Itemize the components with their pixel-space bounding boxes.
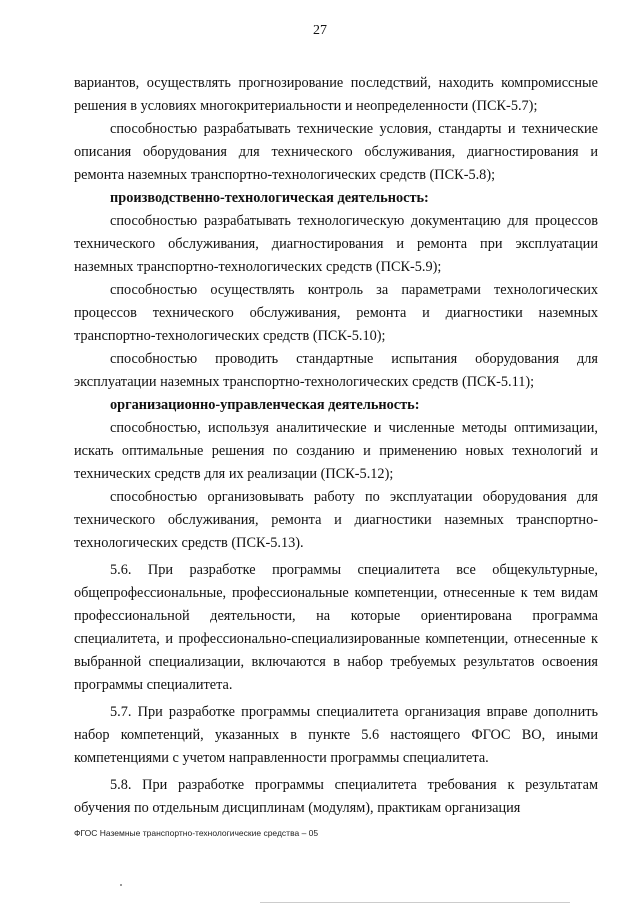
paragraph-continuation: вариантов, осуществлять прогнозирование последствий, находить компромиссные решения в условиях многокритериальности и неопределенности (ПСК-5.7);: [74, 75, 598, 114]
heading-organizational-managerial: организационно-управленческая деятельность:: [110, 397, 420, 413]
paragraph-psk-5-12: способностью, используя аналитические и численные методы оптимизации, искать оптимальные решения по созданию и применению новых технологий и технических средств для их реализации (ПСК-5.12);: [74, 420, 598, 482]
paragraph-psk-5-9: способностью разрабатывать технологическую документацию для процессов технического обслуживания, диагностирования и ремонта при эксплуатации наземных транспортно-технологических средств (ПСК-5.9);: [74, 213, 598, 275]
page-footer: ФГОС Наземные транспортно-технологические средства – 05: [74, 828, 319, 838]
paragraph-5-7: 5.7. При разработке программы специалитета организация вправе дополнить набор компетенций, указанных в пункте 5.6 настоящего ФГОС ВО, иными компетенциями с учетом направленности программы специалитета.: [74, 704, 598, 766]
paragraph-psk-5-8: способностью разрабатывать технические условия, стандарты и технические описания оборудования для технического обслуживания, диагностирования и ремонта наземных транспортно-технологических средств (ПСК-5.8);: [74, 121, 598, 183]
paragraph-5-8: 5.8. При разработке программы специалитета требования к результатам обучения по отдельным дисциплинам (модулям), практикам организация: [74, 777, 598, 816]
heading-production-technological: производственно-технологическая деятельность:: [110, 190, 429, 206]
page-number: 27: [313, 23, 327, 38]
scan-artifact-dot: [120, 884, 122, 886]
paragraph-psk-5-11: способностью проводить стандартные испытания оборудования для эксплуатации наземных транспортно-технологических средств (ПСК-5.11);: [74, 351, 598, 390]
paragraph-5-6: 5.6. При разработке программы специалитета все общекультурные, общепрофессиональные, профессиональные компетенции, отнесенные к тем видам профессиональной деятельности, на которые ориентирована программа специалитета, и профессионально-специализированные компетенции, отнесенные к выбранной специализации, включаются в набор требуемых результатов освоения программы специалитета.: [74, 562, 598, 693]
document-body: [74, 72, 598, 820]
paragraph-psk-5-13: способностью организовывать работу по эксплуатации оборудования для технического обслуживания, ремонта и диагностики наземных транспортно-технологических средств (ПСК-5.13).: [74, 489, 598, 551]
scan-artifact-line: [260, 902, 570, 903]
paragraph-psk-5-10: способностью осуществлять контроль за параметрами технологических процессов технического обслуживания, ремонта и диагностики наземных транспортно-технологических средств (ПСК-5.10);: [74, 282, 598, 344]
